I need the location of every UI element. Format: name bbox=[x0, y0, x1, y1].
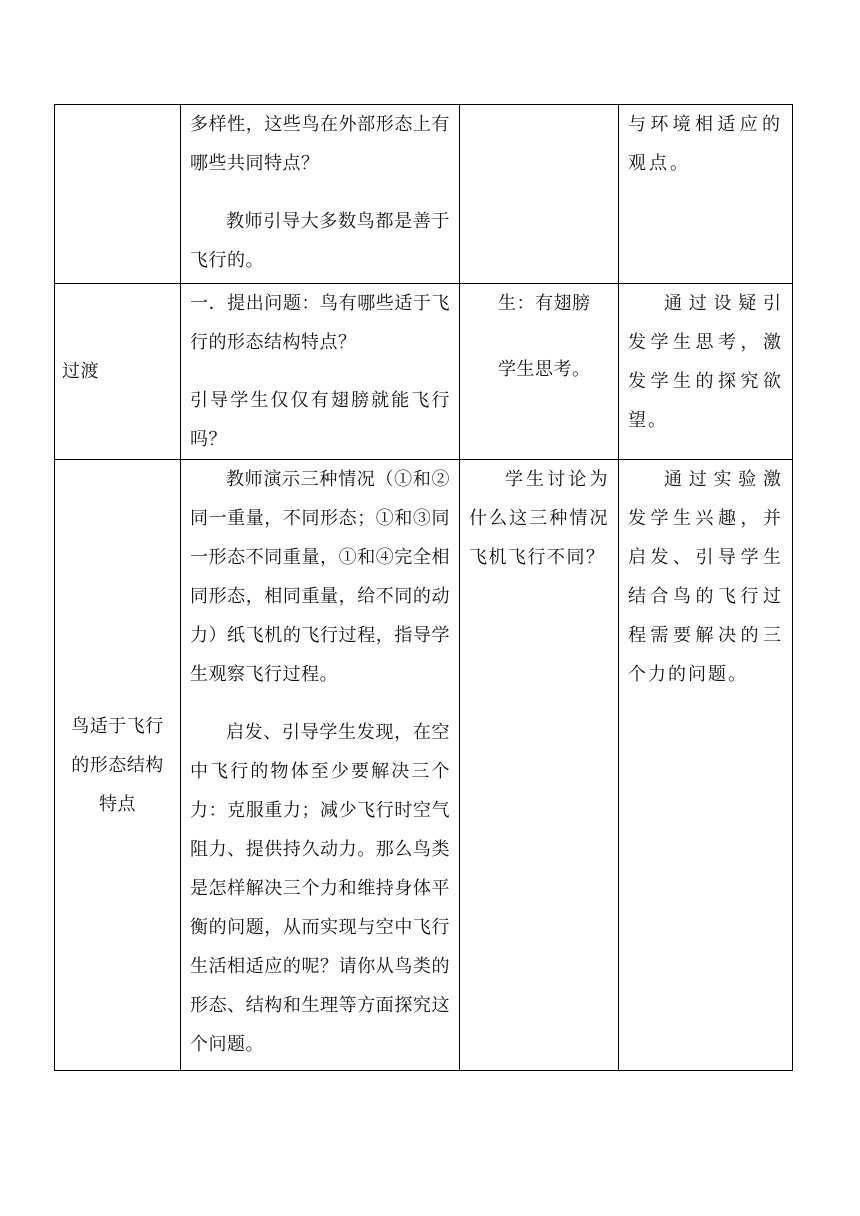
student-activity-cell bbox=[460, 460, 619, 1071]
intent-paragraph: 通过实验激发学生兴趣，并启发、引导学生结合鸟的飞行过程需要解决的三个力的问题。 bbox=[628, 469, 783, 685]
teacher-activity-cell bbox=[181, 460, 460, 1071]
phase-text: 鸟适于飞行的形态结构特点 bbox=[71, 715, 164, 815]
phase-cell bbox=[55, 105, 181, 284]
student-paragraph: 学生思考。 bbox=[498, 359, 591, 380]
teacher-paragraph: 多样性，这些鸟在外部形态上有哪些共同特点？ bbox=[190, 114, 450, 174]
table-row bbox=[55, 105, 793, 284]
teacher-paragraph: 启发、引导学生发现，在空中飞行的物体至少要解决三个力：克服重力；减少飞行时空气阻力、提供持久动力。那么鸟类是怎样解决三个力和维持身体平衡的问题，从而实现与空中飞行生活相适应的呢？请你从鸟类的形态、结构和生理等方面探究这个问题。 bbox=[190, 722, 450, 1055]
teacher-paragraph: 教师演示三种情况（①和②同一重量，不同形态；①和③同一形态不同重量，①和④完全相同形态，相同重量，给不同的动力）纸飞机的飞行过程，指导学生观察飞行过程。 bbox=[190, 469, 450, 685]
table-row bbox=[55, 460, 793, 1071]
lesson-plan-table bbox=[54, 104, 793, 1071]
teacher-paragraph: 引导学生仅仅有翅膀就能飞行吗？ bbox=[190, 390, 450, 450]
student-paragraph: 生：有翅膀 bbox=[498, 293, 591, 314]
teacher-paragraph: 教师引导大多数鸟都是善于飞行的。 bbox=[190, 211, 450, 271]
student-activity-cell bbox=[460, 105, 619, 284]
table-row bbox=[55, 284, 793, 460]
teacher-activity-cell bbox=[181, 105, 460, 284]
phase-cell bbox=[55, 284, 181, 460]
intent-paragraph: 与环境相适应的观点。 bbox=[628, 114, 783, 174]
student-paragraph: 学生讨论为什么这三种情况飞机飞行不同？ bbox=[469, 469, 609, 568]
intent-paragraph: 通过设疑引发学生思考，激发学生的探究欲望。 bbox=[628, 293, 783, 431]
phase-cell bbox=[55, 460, 181, 1071]
design-intent-cell bbox=[619, 284, 793, 460]
phase-text: 过渡 bbox=[62, 361, 99, 382]
design-intent-cell bbox=[619, 105, 793, 284]
teacher-paragraph: 一．提出问题：鸟有哪些适于飞行的形态结构特点？ bbox=[190, 293, 450, 353]
student-activity-cell bbox=[460, 284, 619, 460]
design-intent-cell bbox=[619, 460, 793, 1071]
teacher-activity-cell bbox=[181, 284, 460, 460]
